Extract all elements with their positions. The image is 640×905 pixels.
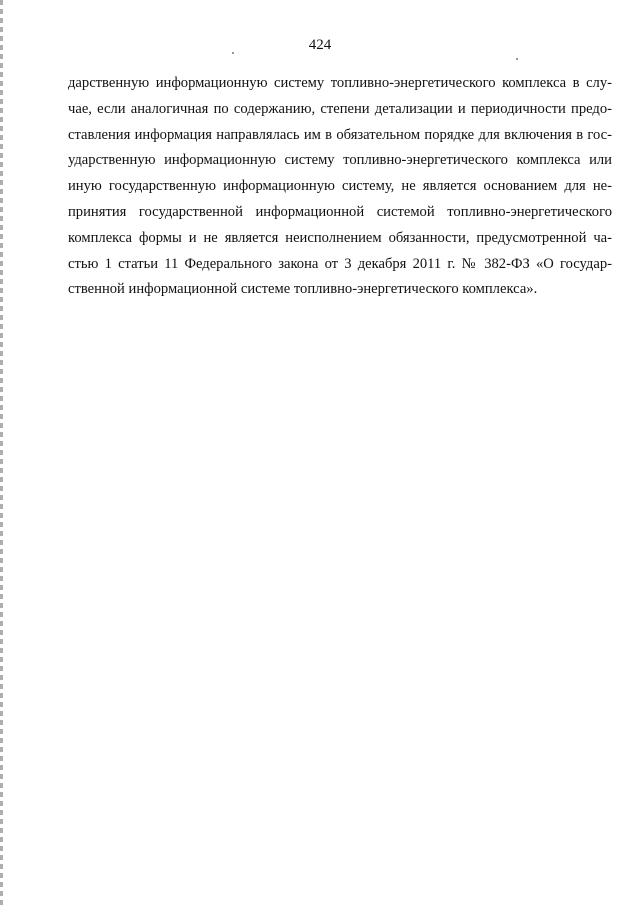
scan-speck: [232, 52, 234, 54]
paragraph-line: дарственную информационную систему топливно-энергетического комплекса в слу-: [68, 75, 612, 91]
body-paragraph: [68, 71, 612, 303]
paragraph-line: иную государственную информационную систему, не является основанием для не-: [68, 178, 612, 195]
paragraph-line: стью 1 статьи 11 Федерального закона от 3 декабря 2011 г. № 382-ФЗ «О государ-: [68, 255, 612, 272]
paragraph-line: комплекса формы и не является неисполнением обязанности, предусмотренной ча-: [68, 229, 612, 246]
paragraph-line: ставления информация направлялась им в обязательном порядке для включения в гос-: [68, 126, 612, 143]
paragraph-line: чае, если аналогичная по содержанию, степени детализации и периодичности предо-: [68, 100, 612, 117]
page-number: 424: [308, 37, 332, 53]
paragraph-line: принятия государственной информационной системой топливно-энергетического: [68, 203, 612, 220]
scan-speck: [516, 58, 518, 60]
scan-edge-artifact: [0, 0, 3, 905]
paragraph-line: ударственную информационную систему топливно-энергетического комплекса или: [68, 152, 612, 169]
paragraph-line: ственной информационной системе топливно-энергетического комплекса».: [68, 281, 538, 298]
